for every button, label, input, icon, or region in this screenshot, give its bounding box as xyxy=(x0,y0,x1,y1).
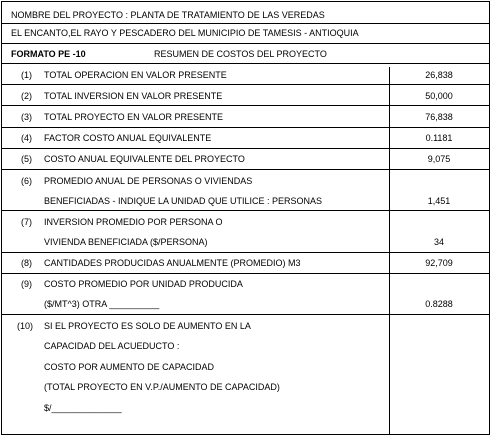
divider xyxy=(2,210,489,211)
project-name-line2: EL ENCANTO,EL RAYO Y PESCADERO DEL MUNICIPIO DE TAMESIS - ANTIOQUIA xyxy=(11,28,359,38)
row-number: (8) xyxy=(21,258,32,268)
row-value: 9,075 xyxy=(427,154,451,164)
project-name-line1: NOMBRE DEL PROYECTO : PLANTA DE TRATAMIENTO DE LAS VEREDAS xyxy=(11,10,325,20)
row-label: ($/MT^3) OTRA __________ xyxy=(44,299,160,309)
row-label: COSTO POR AUMENTO DE CAPACIDAD xyxy=(44,362,215,372)
row-label: CANTIDADES PRODUCIDAS ANUALMENTE (PROMEDIO) M3 xyxy=(44,258,301,268)
divider xyxy=(2,127,489,128)
row-number: (10) xyxy=(17,321,34,331)
divider xyxy=(2,314,489,315)
format-code: FORMATO PE -10 xyxy=(11,49,86,59)
cost-summary-form xyxy=(1,1,490,435)
divider xyxy=(2,169,489,170)
row-number: (6) xyxy=(21,176,32,186)
divider xyxy=(2,43,489,44)
row-label: FACTOR COSTO ANUAL EQUIVALENTE xyxy=(44,133,212,143)
row-label: VIVIENDA BENEFICIADA ($/PERSONA) xyxy=(44,237,208,247)
divider xyxy=(2,148,489,149)
row-value: 0.8288 xyxy=(425,299,453,309)
row-value: 34 xyxy=(433,237,444,247)
divider xyxy=(2,63,489,64)
row-number: (1) xyxy=(21,70,32,80)
row-label: $/______________ xyxy=(44,403,122,413)
row-label: COSTO ANUAL EQUIVALENTE DEL PROYECTO xyxy=(44,154,245,164)
row-number: (3) xyxy=(21,112,32,122)
row-value: 0.1181 xyxy=(425,133,453,143)
row-label: COSTO PROMEDIO POR UNIDAD PRODUCIDA xyxy=(44,279,243,289)
divider xyxy=(2,273,489,274)
divider xyxy=(2,23,489,24)
row-label: PROMEDIO ANUAL DE PERSONAS O VIVIENDAS xyxy=(44,176,253,186)
row-number: (5) xyxy=(21,154,32,164)
row-label: SI EL PROYECTO ES SOLO DE AUMENTO EN LA xyxy=(44,321,251,331)
row-value: 26,838 xyxy=(425,70,453,80)
row-label: TOTAL OPERACION EN VALOR PRESENTE xyxy=(44,70,227,80)
row-number: (9) xyxy=(21,279,32,289)
divider xyxy=(2,84,489,85)
row-number: (4) xyxy=(21,133,32,143)
row-label: TOTAL PROYECTO EN VALOR PRESENTE xyxy=(44,112,224,122)
row-label: (TOTAL PROYECTO EN V.P./AUMENTO DE CAPACIDAD) xyxy=(44,382,280,392)
row-number: (2) xyxy=(21,91,32,101)
summary-title: RESUMEN DE COSTOS DEL PROYECTO xyxy=(154,49,327,59)
row-value: 50,000 xyxy=(425,91,453,101)
divider xyxy=(2,252,489,253)
row-number: (7) xyxy=(21,217,32,227)
row-value: 76,838 xyxy=(425,112,453,122)
row-label: TOTAL INVERSION EN VALOR PRESENTE xyxy=(44,91,223,101)
row-label: BENEFICIADAS - INDIQUE LA UNIDAD QUE UTILICE : PERSONAS xyxy=(44,196,323,206)
row-value: 1,451 xyxy=(427,196,451,206)
divider xyxy=(2,105,489,106)
row-value: 92,709 xyxy=(425,258,453,268)
row-label: CAPACIDAD DEL ACUEDUCTO : xyxy=(44,341,180,351)
row-label: INVERSION PROMEDIO POR PERSONA O xyxy=(44,217,223,227)
